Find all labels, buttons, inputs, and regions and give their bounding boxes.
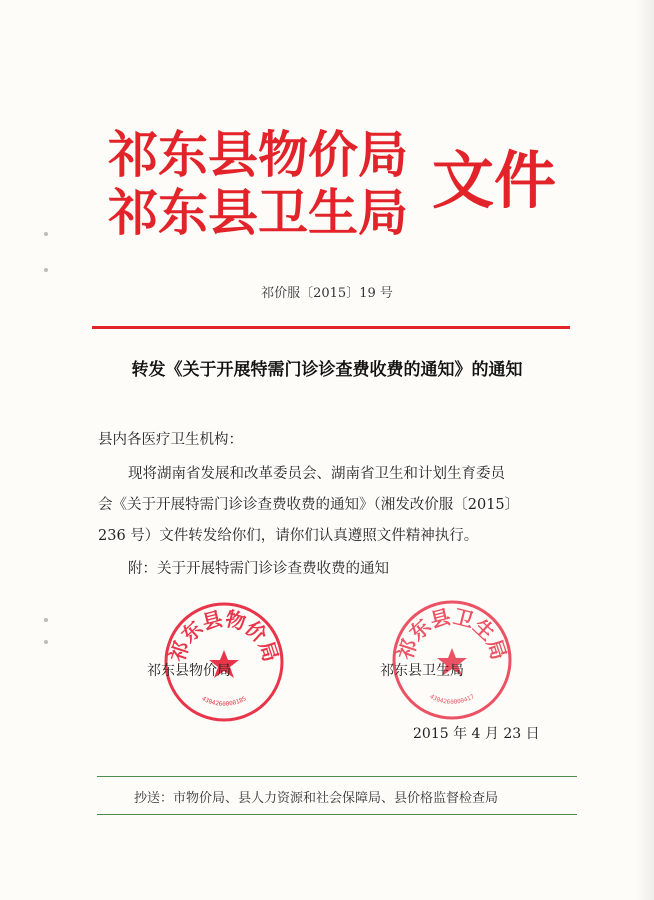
left-seal-arc-text: 祁东县物价局	[164, 606, 284, 665]
svg-text:4304260000185	[200, 695, 247, 708]
body-paragraph-line: 会《关于开展特需门诊诊查费收费的通知》（湘发改价服〔2015〕	[98, 497, 520, 513]
salutation: 县内各医疗卫生机构：	[98, 432, 243, 448]
svg-text:4304260000417	[428, 693, 475, 706]
binding-hole-mark	[44, 232, 48, 236]
document-title: 转发《关于开展特需门诊诊查费收费的通知》的通知	[131, 360, 523, 380]
right-seal-code: 4304260000417	[428, 693, 476, 706]
document-number: 祁价服〔2015〕19 号	[261, 286, 393, 301]
cc-top-rule	[97, 776, 577, 777]
cc-bottom-rule	[97, 814, 577, 815]
issuer-line-1: 祁东县物价局	[108, 125, 408, 184]
page-edge-shadow	[636, 0, 654, 900]
red-divider	[92, 326, 570, 329]
body-paragraph-line: 现将湖南省发展和改革委员会、湖南省卫生和计划生育委员	[128, 466, 505, 482]
carbon-copy-line: 抄送：市物价局、县人力资源和社会保障局、县价格监督检查局	[134, 791, 499, 806]
document-suffix: 文件	[432, 144, 557, 217]
binding-hole-mark	[44, 268, 48, 272]
left-signatory: 祁东县物价局	[147, 663, 231, 679]
issue-date: 2015 年 4 月 23 日	[413, 726, 540, 742]
body-paragraph-line: 236 号）文件转发给你们，请你们认真遵照文件精神执行。	[98, 528, 479, 544]
issuer-block	[108, 126, 408, 242]
binding-hole-mark	[44, 618, 48, 622]
binding-hole-mark	[44, 640, 48, 644]
right-signatory: 祁东县卫生局	[380, 663, 464, 679]
right-seal-arc-text: 祁东县卫生局	[392, 604, 512, 663]
attachment-note: 附：关于开展特需门诊诊查费收费的通知	[128, 561, 389, 577]
left-seal-code: 4304260000185	[200, 695, 248, 708]
issuer-line-2: 祁东县卫生局	[108, 183, 408, 242]
